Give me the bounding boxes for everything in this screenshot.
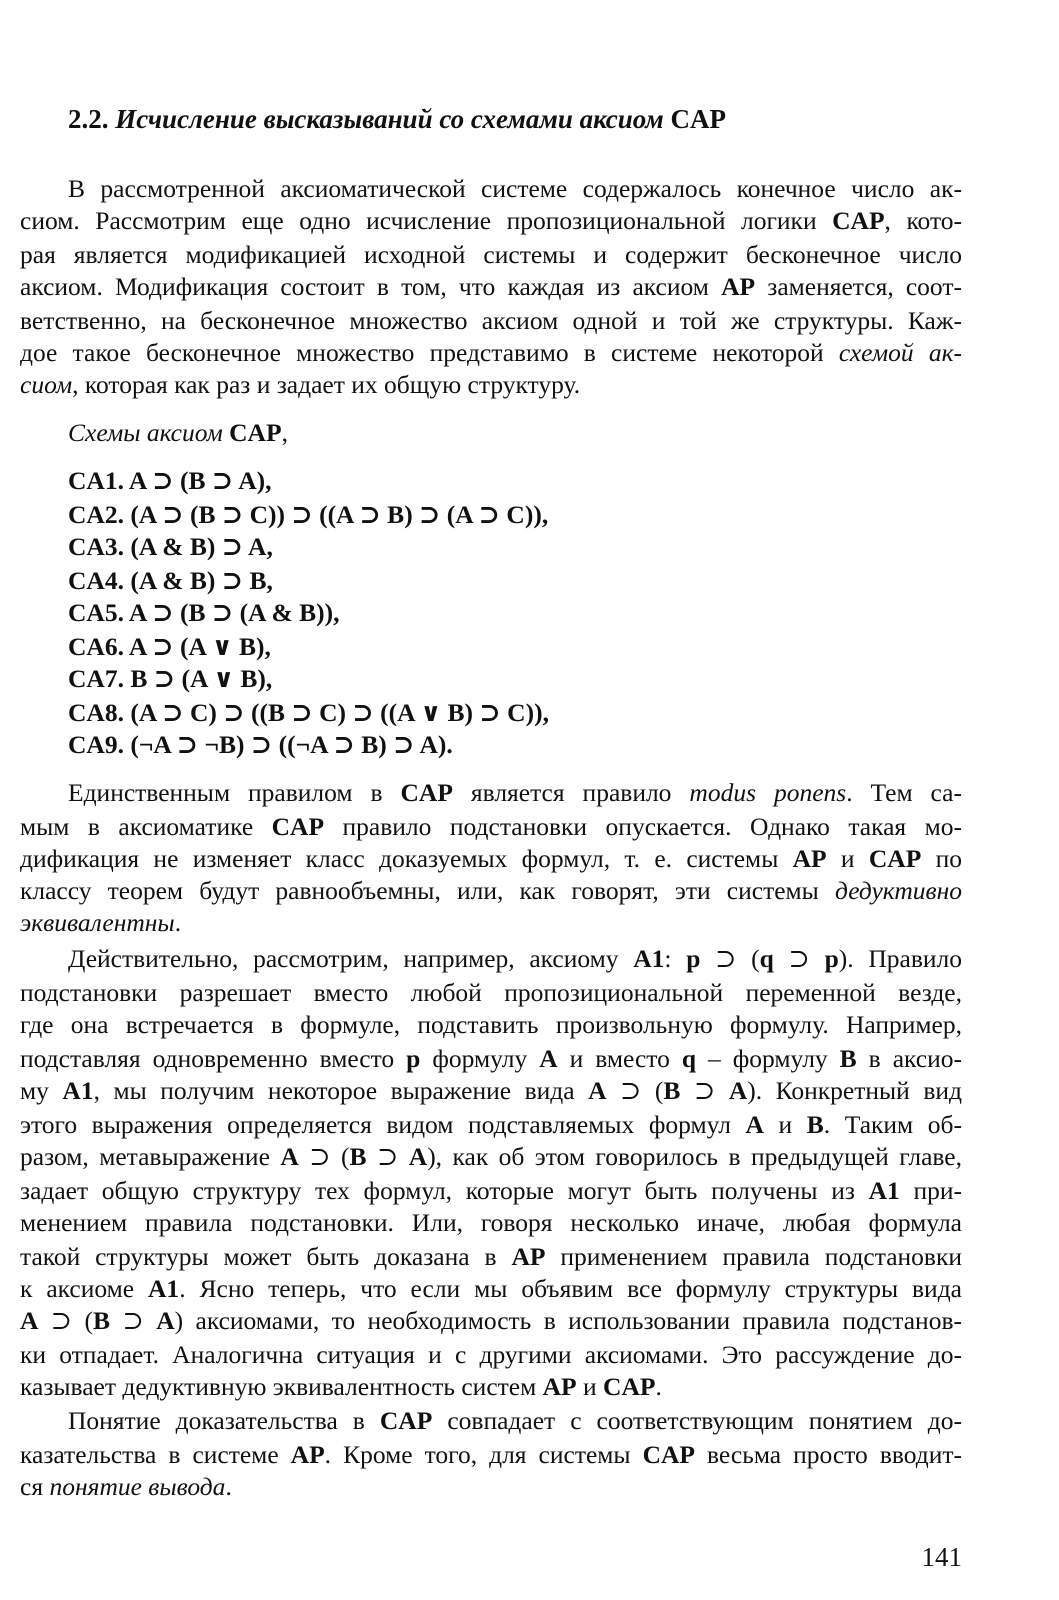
text-line: ки отпадает. Аналогична ситуация и с другими аксиомами. Это рассуждение до- xyxy=(20,1340,962,1369)
text-line: к аксиоме A1. Ясно теперь, что если мы объявим все формулу структуры вида xyxy=(20,1274,962,1303)
axiom-ca2: CA2. (A ⊃ (B ⊃ C)) ⊃ ((A ⊃ B) ⊃ (A ⊃ C)), xyxy=(68,500,549,529)
text-line: дификация не изменяет класс доказуемых формул, т. е. системы AP и CAP по xyxy=(20,844,962,873)
text-line: подстановки разрешает вместо любой пропозициональной переменной везде, xyxy=(20,978,962,1007)
text-line: Понятие доказательства в CAP совпадает с соответствующим понятием до- xyxy=(68,1406,962,1435)
text-line: дое такое бесконечное множество представимо в системе некоторой схемой ак- xyxy=(20,338,962,367)
schemes-heading: Схемы аксиом CAP, xyxy=(68,418,288,447)
section-abbr: CAP xyxy=(670,104,726,134)
axiom-ca7: CA7. B ⊃ (A ∨ B), xyxy=(68,664,273,693)
text-line: где она встречается в формуле, подставить произвольную формулу. Например, xyxy=(20,1010,962,1039)
axiom-ca5: CA5. A ⊃ (B ⊃ (A & B)), xyxy=(68,598,340,627)
text-line: ся понятие вывода. xyxy=(20,1472,232,1501)
axiom-ca3: CA3. (A & B) ⊃ A, xyxy=(68,532,273,561)
text-line: A ⊃ (B ⊃ A) аксиомами, то необходимость в использовании правила подстанов- xyxy=(20,1306,962,1335)
text-line: подставляя одновременно вместо p формулу A и вместо q – формулу B в аксио- xyxy=(20,1044,962,1073)
text-line: сиом. Рассмотрим еще одно исчисление пропозициональной логики CAP, кото- xyxy=(20,206,962,235)
text-line: Действительно, рассмотрим, например, аксиому A1: p ⊃ (q ⊃ p). Правило xyxy=(68,944,962,973)
text-line: задает общую структуру тех формул, которые могут быть получены из A1 при- xyxy=(20,1176,962,1205)
section-title: Исчисление высказываний со схемами аксиом xyxy=(115,104,664,134)
text-line: эквивалентны. xyxy=(20,908,182,937)
text-line: мым в аксиоматике CAP правило подстановки опускается. Однако такая мо- xyxy=(20,812,962,841)
text-line: В рассмотренной аксиоматической системе содержалось конечное число ак- xyxy=(68,174,962,203)
text-line: казывает дедуктивную эквивалентность систем AP и CAP. xyxy=(20,1372,662,1401)
page-number: 141 xyxy=(921,1542,962,1572)
text-line: такой структуры может быть доказана в AP применением правила подстановки xyxy=(20,1242,963,1271)
axiom-ca1: CA1. A ⊃ (B ⊃ A), xyxy=(68,466,272,495)
text-line: Единственным правилом в CAP является правило modus ponens. Тем са- xyxy=(68,778,962,807)
axiom-ca9: CA9. (¬A ⊃ ¬B) ⊃ ((¬A ⊃ B) ⊃ A). xyxy=(68,730,453,759)
axiom-ca6: CA6. A ⊃ (A ∨ B), xyxy=(68,632,271,661)
section-heading xyxy=(68,104,726,135)
axiom-ca8: CA8. (A ⊃ C) ⊃ ((B ⊃ C) ⊃ ((A ∨ B) ⊃ C)), xyxy=(68,698,549,727)
text-line: разом, метавыражение A ⊃ (B ⊃ A), как об этом говорилось в предыдущей главе, xyxy=(20,1142,962,1171)
text-line: рая является модификацией исходной системы и содержит бесконечное число xyxy=(20,240,962,269)
text-line: ветственно, на бесконечное множество аксиом одной и той же структуры. Каж- xyxy=(20,306,962,335)
text-line: классу теорем будут равнообъемны, или, как говорят, эти системы дедуктивно xyxy=(20,876,962,905)
text-line: менением правила подстановки. Или, говоря несколько иначе, любая формула xyxy=(20,1208,962,1237)
text-line: казательства в системе AP. Кроме того, для системы CAP весьма просто вводит- xyxy=(20,1440,962,1469)
text-line: сиом, которая как раз и задает их общую структуру. xyxy=(20,370,581,399)
text-line: му A1, мы получим некоторое выражение вида A ⊃ (B ⊃ A). Конкретный вид xyxy=(20,1076,962,1105)
text-line: аксиом. Модификация состоит в том, что каждая из аксиом AP заменяется, соот- xyxy=(20,272,962,301)
axiom-ca4: CA4. (A & B) ⊃ B, xyxy=(68,566,273,595)
section-number: 2.2. xyxy=(68,104,109,134)
text-line: этого выражения определяется видом подставляемых формул A и B. Таким об- xyxy=(20,1110,962,1139)
